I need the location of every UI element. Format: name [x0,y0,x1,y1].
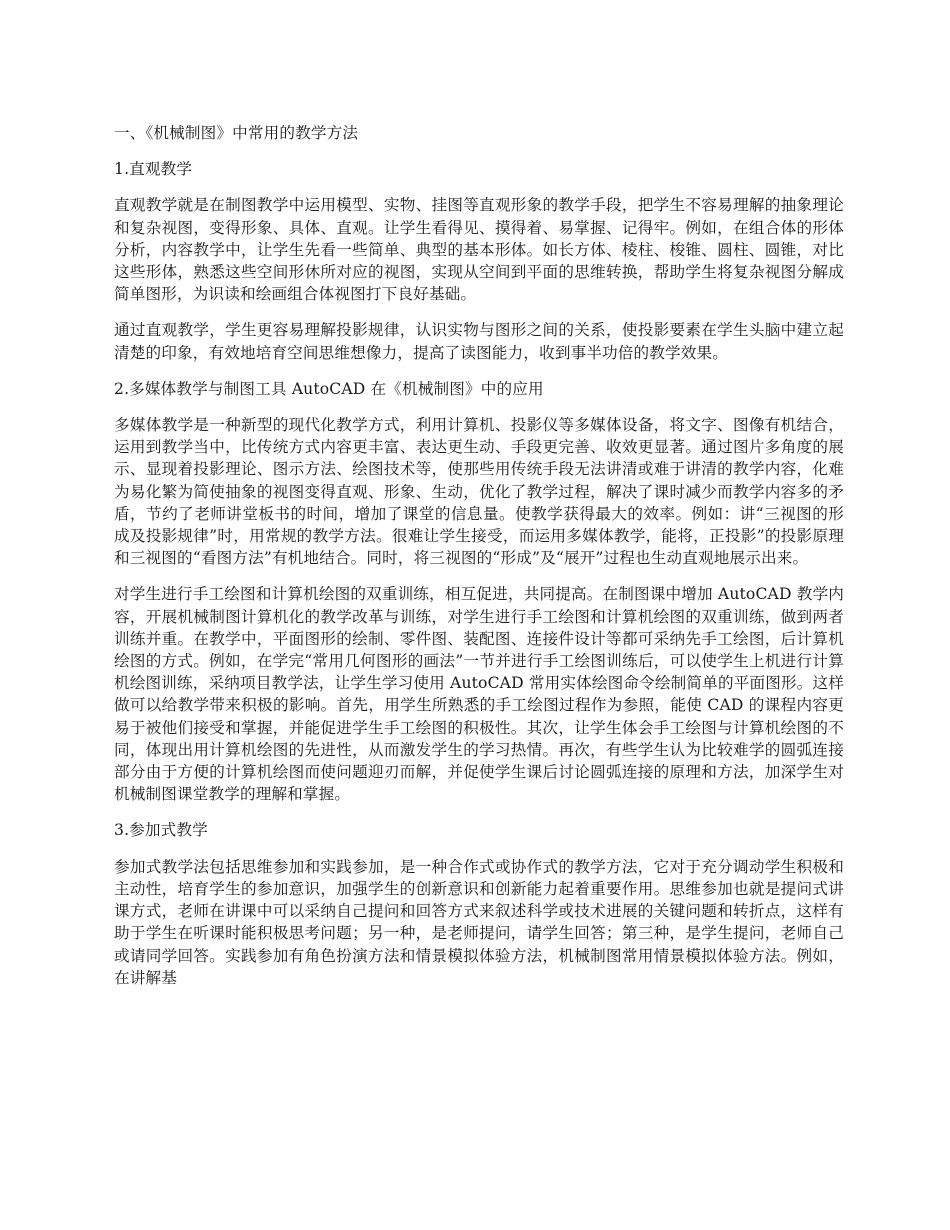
document-title: 一、《机械制图》中常用的教学方法 [114,124,359,142]
section-2-paragraph-2: 对学生进行手工绘图和计算机绘图的双重训练，相互促进，共同提高。在制图课中增加 AutoCAD 教学内容，开展机械制图计算机化的教学改革与训练，对学生进行手工绘图和计算机绘图的双重训练，做到两者训练并重。在教学中，平面图形的绘制、零件图、装配图、连接件设计等都可采纳先手工绘图，后计算机绘图的方式。例如，在学完“常用几何图形的画法”一节并进行手工绘图训练后，可以使学生上机进行计算机绘图训练，采纳项目教学法，让学生学习使用 AutoCAD 常用实体绘图命令绘制简单的平面图形。这样做可以给教学带来积极的影响。首先，用学生所熟悉的手工绘图过程作为参照，能使 CAD 的课程内容更易于被他们接受和掌握，并能促进学生手工绘图的积极性。其次，让学生体会手工绘图与计算机绘图的不同，体现出用计算机绘图的先进性，从而激发学生的学习热情。再次，有些学生认为比较难学的圆弧连接部分由于方便的计算机绘图而使问题迎刃而解，并促使学生课后讨论圆弧连接的原理和方法，加深学生对机械制图课堂教学的理解和掌握。 [114,585,844,804]
document-page [114,122,844,1003]
section-heading-2: 2.多媒体教学与制图工具 AutoCAD 在《机械制图》中的应用 [114,379,544,398]
section-1-paragraph-1: 直观教学就是在制图教学中运用模型、实物、挂图等直观形象的教学手段，把学生不容易理解的抽象理论和复杂视图，变得形象、具体、直观。让学生看得见、摸得着、易掌握、记得牢。例如，在组合体的形体分析，内容教学中，让学生先看一些简单、典型的基本形体。如长方体、棱柱、梭锥、圆柱、圆锥，对比这些形体，熟悉这些空间形休所对应的视图，实现从空间到平面的思维转换，帮助学生将复杂视图分解成简单图形，为识读和绘画组合体视图打下良好基础。 [114,196,844,304]
section-heading-1: 1.直观教学 [114,160,193,179]
section-3-paragraph-1: 参加式教学法包括思维参加和实践参加，是一种合作式或协作式的教学方法，它对于充分调动学生积极和主动性，培育学生的参加意识，加强学生的创新意识和创新能力起着重要作用。思维参加也就是提问式讲课方式，老师在讲课中可以采纳自己提问和回答方式来叙述科学或技术进展的关键问题和转折点，这样有助于学生在听课时能积极思考问题；另一种，是老师提问，请学生回答；第三种，是学生提问，老师自己或请同学回答。实践参加有角色扮演方法和情景模拟体验方法，机械制图常用情景模拟体验方法。例如，在讲解基 [114,857,844,987]
section-2-paragraph-1: 多媒体教学是一种新型的现代化教学方式，利用计算机、投影仪等多媒体设备，将文字、图像有机结合，运用到教学当中，比传统方式内容更丰富、表达更生动、手段更完善、收效更显著。通过图片多角度的展示、显现着投影理论、图示方法、绘图技术等，使那些用传统手段无法讲清或难于讲清的教学内容，化难为易化繁为简使抽象的视图变得直观、形象、生动，优化了教学过程，解决了课时减少而教学内容多的矛盾，节约了老师讲堂板书的时间，增加了课堂的信息量。使教学获得最大的效率。例如：讲“三视图的形成及投影规律”时，用常规的教学方法。很难让学生接受，而运用多媒体教学，能将，正投影”的投影原理和三视图的“看图方法”有机地结合。同时，将三视图的“形成”及“展开”过程也生动直观地展示出来。 [114,416,844,568]
section-heading-3: 3.参加式教学 [114,821,208,840]
section-1-paragraph-2: 通过直观教学，学生更容易理解投影规律，认识实物与图形之间的关系，使投影要素在学生头脑中建立起清楚的印象，有效地培育空间思维想像力，提高了读图能力，收到事半功倍的教学效果。 [114,321,844,362]
